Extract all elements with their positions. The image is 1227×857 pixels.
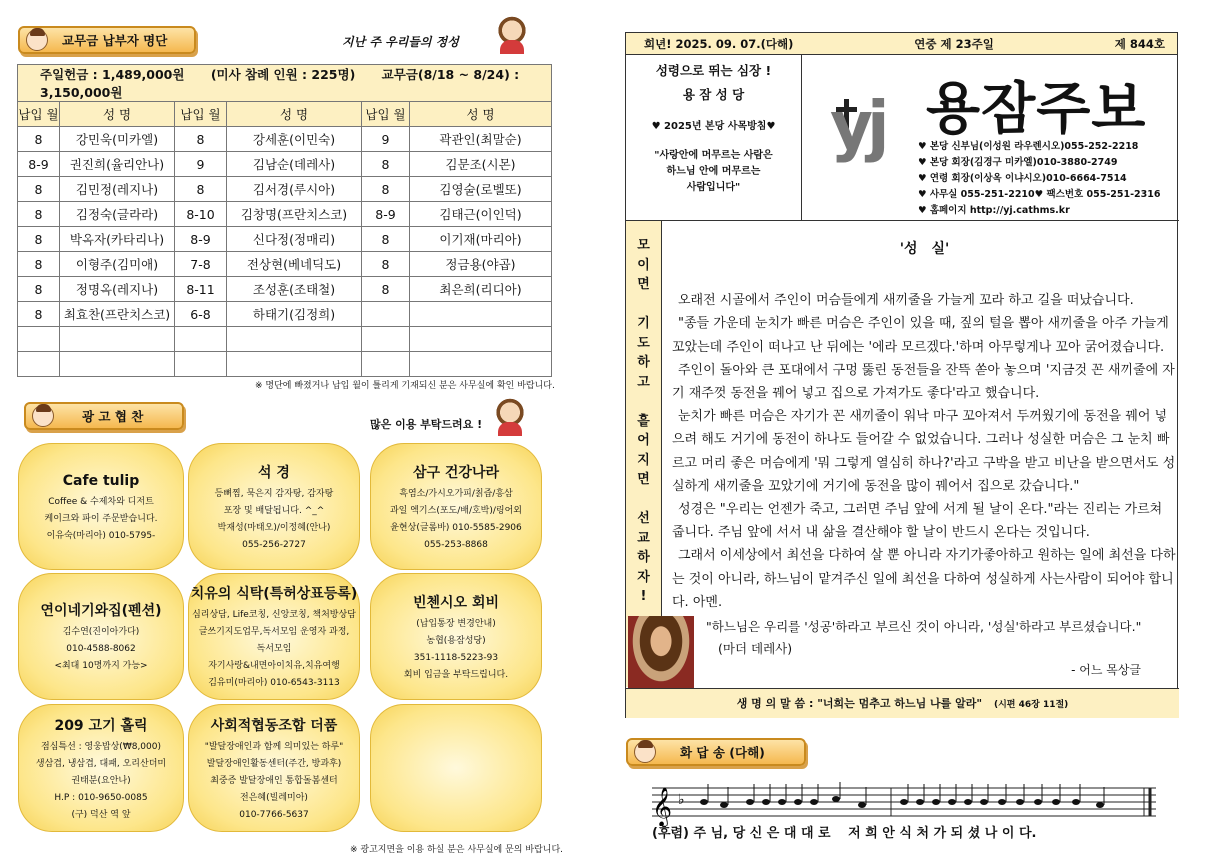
ad-line: 심리상담, Life코칭, 신앙코칭, 책처방상담 [192, 610, 356, 620]
donor-month: 8 [175, 127, 227, 152]
final-quote-source: (마더 데레사) [718, 641, 793, 656]
note-head [998, 799, 1006, 805]
donor-month: 9 [362, 127, 410, 152]
side-char: ! [640, 589, 647, 604]
donor-name: 이형주(김미애) [60, 252, 175, 277]
note-head [1096, 802, 1104, 808]
ads-title-badge [24, 402, 184, 430]
motto-quote-2: 하느님 안에 머무르는 [666, 166, 761, 177]
ad-line: 발달장애인활동센터(주간, 방과후) [206, 758, 342, 769]
contact-line: ♥ 연령 회장(이상옥 이냐시오)010-6664-7514 [918, 173, 1127, 184]
ad-line: 자기사랑&내면아이치유,치유여행 [208, 661, 340, 671]
donor-month [175, 352, 227, 377]
attendance: (미사 참례 인원 : 225명) [210, 67, 356, 82]
word-of-life-text: 생 명 의 말 씀 : "너희는 멈추고 하느님 나를 알라" [736, 697, 983, 710]
issue-header [626, 33, 1177, 55]
donor-name [60, 352, 175, 377]
note-head [1034, 799, 1042, 805]
side-char: 선 [637, 511, 650, 526]
donor-name [227, 352, 362, 377]
note-head [700, 799, 708, 805]
ad-line: 윤현상(글롬바) 010-5585-2906 [390, 522, 522, 533]
col-name: 성 명 [227, 102, 362, 127]
table-row [18, 327, 552, 352]
donor-name: 김태근(이인덕) [410, 202, 552, 227]
table-row [18, 202, 552, 227]
col-name: 성 명 [60, 102, 175, 127]
ad-line: 최중증 발달장애인 통합돌봄센터 [210, 775, 338, 786]
donor-name: 강민욱(미카엘) [60, 127, 175, 152]
music-staff [652, 782, 1162, 826]
donor-name: 김남순(데레사) [227, 152, 362, 177]
ad-line: 생삼겹, 냉삼겹, 대패, 오리산더미 [35, 758, 167, 769]
ad-title: 석 경 [258, 464, 290, 481]
child-face-icon [32, 405, 54, 427]
donor-month: 8-9 [362, 202, 410, 227]
ad-title: 치유의 식탁(특허상표등록) [190, 586, 358, 602]
ad-title: Cafe tulip [62, 473, 140, 489]
side-char: 모 [637, 238, 650, 253]
ad-card [188, 704, 360, 832]
donor-name: 정금용(야곱) [410, 252, 552, 277]
table-row [18, 252, 552, 277]
table-row [18, 277, 552, 302]
ad-line: "발달장애인과 함께 의미있는 하루" [204, 741, 344, 752]
article-paragraph: 오래전 시골에서 주인이 머슴들에게 새끼줄을 가늘게 꼬라 하고 길을 떠났습니다. [678, 293, 1134, 309]
table-row [18, 177, 552, 202]
jesus-cartoon-icon [494, 16, 530, 52]
side-char: 이 [637, 257, 650, 273]
ads-title: 광 고 협 찬 [82, 409, 144, 424]
contact-line: ♥ 홈페이지 http://yj.cathms.kr [918, 205, 1070, 216]
donor-name: 최효찬(프란치스코) [60, 302, 175, 327]
donor-name: 최은희(리디아) [410, 277, 552, 302]
liturgical-week: 연중 제 23주일 [914, 36, 994, 51]
child-face-icon [26, 29, 48, 51]
side-char: 어 [637, 433, 650, 448]
col-month: 납입 월 [362, 102, 410, 127]
donor-month: 6-8 [175, 302, 227, 327]
ad-line: 흑염소/가시오가피/칡즙/흥삼 [399, 488, 513, 499]
donor-month: 8 [362, 277, 410, 302]
donor-month: 8 [18, 127, 60, 152]
donor-month: 7-8 [175, 252, 227, 277]
donor-name: 전상현(베네딕도) [227, 252, 362, 277]
article-title: '성 실' [899, 241, 950, 257]
ad-card [370, 573, 542, 700]
article-body [672, 289, 1177, 614]
issue-number: 제 844호 [1114, 36, 1165, 51]
donor-month [362, 327, 410, 352]
donor-note: ※ 명단에 빠졌거나 납입 월이 틀리게 기재되신 분은 사무실에 확인 바랍니다. [255, 381, 555, 391]
final-quote: "하느님은 우리를 '성공'하라고 부르신 것이 아니라, '성실'하라고 부르셨습니다." [706, 619, 1142, 634]
ad-card [18, 704, 184, 832]
note-head [832, 796, 840, 802]
side-char: 면 [637, 277, 650, 292]
ad-line: 김유미(마리아) 010-6543-3113 [208, 678, 340, 688]
donor-name: 박옥자(카타리나) [60, 227, 175, 252]
ad-line: 독서모임 [256, 644, 292, 654]
donor-table [17, 64, 552, 377]
masthead [802, 55, 1179, 221]
donor-month: 8 [18, 277, 60, 302]
ad-line: H.P : 010-9650-0085 [54, 792, 148, 803]
ad-line: 010-7766-5637 [239, 809, 309, 820]
donor-name [410, 302, 552, 327]
ad-card [370, 704, 542, 832]
table-row [18, 152, 552, 177]
donor-month: 8 [362, 177, 410, 202]
offering-title: 지난 주 우리들의 정성 [342, 35, 459, 49]
donor-name: 하태기(김정희) [227, 302, 362, 327]
ad-line: 포장 및 배달됩니다. ^_^ [223, 505, 325, 516]
donor-month: 8 [362, 152, 410, 177]
side-char: 흩 [637, 413, 650, 429]
pastoral-policy: ♥ 2025년 본당 사목방침♥ [651, 121, 776, 132]
note-head [900, 799, 908, 805]
donor-name: 김정숙(글라라) [60, 202, 175, 227]
word-of-life-ref: (시편 46장 11절) [993, 700, 1069, 710]
side-char: 도 [637, 335, 650, 351]
side-char [626, 392, 661, 412]
ad-line: 전은혜(빌레미아) [240, 792, 308, 803]
donor-name [410, 352, 552, 377]
ad-title: 삼구 건강나라 [412, 464, 500, 481]
side-char: 교 [637, 530, 650, 546]
donor-month: 8 [18, 252, 60, 277]
note-head [1072, 799, 1080, 805]
donor-name: 김민정(레지나) [60, 177, 175, 202]
note-head [720, 802, 728, 808]
donors-title-badge [18, 26, 196, 54]
song-title: 화 답 송 (다해) [680, 745, 765, 760]
note-head [948, 799, 956, 805]
donor-month: 8 [175, 177, 227, 202]
logo-letters: yj [830, 87, 884, 164]
note-head [794, 799, 802, 805]
note-head [964, 799, 972, 805]
note-head [762, 799, 770, 805]
bulletin-front [625, 32, 1178, 718]
ad-title: 사회적협동조합 더품 [210, 717, 338, 734]
word-of-life [626, 688, 1179, 718]
donor-name: 김서경(루시아) [227, 177, 362, 202]
donor-month [175, 327, 227, 352]
donor-month: 8 [18, 202, 60, 227]
donor-month: 8 [362, 252, 410, 277]
side-char [626, 490, 661, 510]
note-head [932, 799, 940, 805]
donor-name: 김영술(로벨또) [410, 177, 552, 202]
note-head [916, 799, 924, 805]
col-name: 성 명 [410, 102, 552, 127]
paper-title: 용잠주보 [926, 77, 1147, 142]
note-head [1016, 799, 1024, 805]
ad-line: 농협(용잠성당) [426, 635, 486, 646]
donor-name [410, 327, 552, 352]
donor-name [60, 327, 175, 352]
signature: - 어느 목상글 [1071, 663, 1141, 677]
contact-line: ♥ 사무실 055-251-2210♥ 팩스번호 055-251-2316 [918, 189, 1161, 200]
donor-month [18, 352, 60, 377]
collection-total: 주일헌금 : 1,489,000원 [40, 67, 185, 82]
issue-date: 희년! 2025. 09. 07.(다해) [644, 36, 794, 51]
ads-slogan: 많은 이용 부탁드려요 ! [370, 418, 483, 431]
side-char: 기 [637, 316, 650, 331]
side-char: 하 [637, 550, 650, 565]
col-month: 납입 월 [18, 102, 60, 127]
lyrics-lead: (후렴) [652, 826, 689, 841]
article [672, 228, 1177, 614]
note-head [778, 799, 786, 805]
donor-name: 김창명(프란치스코) [227, 202, 362, 227]
ad-line: 김수연(진이아가다) [62, 627, 140, 637]
ad-line: 권태분(요안나) [71, 775, 131, 786]
article-paragraph: 그래서 이세상에서 최선을 다하여 살 뿐 아니라 자기가좋아하고 원하는 일에 최선을 다하는 것이 아니라, 하느님이 맡겨주신 일에 최선을 다하여 성실하게 사는사람이 되어야 합니다. 아멘. [672, 548, 1176, 610]
ad-title: 209 고기 홀릭 [54, 717, 148, 734]
ad-card [18, 573, 184, 700]
lyrics: 주 님, 당 신 은 대 대 로 저 희 안 식 처 가 되 셨 나 이 다. [693, 826, 1037, 841]
ad-line: 이유숙(마리아) 010-5795- [46, 531, 156, 541]
parish-logo [822, 87, 902, 173]
donor-name: 곽관인(최말순) [410, 127, 552, 152]
ad-line: 케이크와 파이 주문받습니다. [44, 514, 158, 524]
ad-line: 박재성(마태오)/이정혜(안나) [217, 522, 331, 533]
motto-quote-3: 사람입니다" [686, 182, 741, 193]
donor-name: 강세훈(이민숙) [227, 127, 362, 152]
donor-month [18, 327, 60, 352]
donor-month: 8 [18, 227, 60, 252]
ad-card [18, 443, 184, 570]
jesus-cartoon-icon [492, 398, 528, 434]
ad-line: (납입통장 변경안내) [416, 618, 496, 629]
ad-line: Coffee & 수제차와 디저트 [48, 497, 154, 507]
ads-note: ※ 광고지면을 이용 하실 분은 사무실에 문의 바랍니다. [350, 845, 564, 855]
donor-month [362, 302, 410, 327]
donor-name [227, 327, 362, 352]
note-head [810, 799, 818, 805]
summary-row [18, 65, 552, 102]
donor-name: 김문조(시몬) [410, 152, 552, 177]
donor-month: 8 [18, 302, 60, 327]
ad-line: <최대 10명까지 가능> [54, 661, 148, 671]
ad-line: 점심특선 : 영웅밥상(₩8,000) [41, 741, 161, 752]
ad-line: 055-253-8868 [424, 539, 488, 550]
donor-month: 8-10 [175, 202, 227, 227]
dues-total: 교무금(8/18 ~ 8/24) : 3,150,000원 [40, 67, 520, 100]
slogan: 성령으로 뛰는 심장 ! [655, 63, 772, 78]
ad-line: 과일 엑기스(포도/배/호박)/링어외 [389, 505, 522, 516]
table-row [18, 127, 552, 152]
donor-month: 8-11 [175, 277, 227, 302]
donor-name: 신다정(정매리) [227, 227, 362, 252]
table-row [18, 227, 552, 252]
side-char: 고 [637, 374, 650, 390]
side-char: 지 [637, 452, 650, 468]
note-head [980, 799, 988, 805]
article-paragraph: 눈치가 빠른 머슴은 자기가 꼰 새끼줄이 워낙 마구 꼬아져서 두꺼웠기에 동전을 꿰어 넣으려 해도 거기에 동전이 하나도 들어갈 수 없었습니다. 그러나 성실한 머슴은 그 눈치 빠르고 머리 좋은 머슴에게 '뭐 그렇게 열심히 하나?'라고 구박을 받고 비난을 받으면서도 성실하게 새끼줄을 꼬았기에 거기에 동전을 많이 꿰어서 집으로 갔습니다." [672, 409, 1176, 494]
ad-line: 글쓰기지도업무,독서모임 운영자 과정, [198, 627, 350, 637]
ad-title: 연이네기와집(펜션) [40, 603, 162, 619]
table-row [18, 302, 552, 327]
ad-card [188, 443, 360, 570]
flat-sign-icon: ♭ [678, 792, 685, 808]
article-paragraph: 성경은 "우리는 언젠가 죽고, 그러면 주님 앞에 서게 될 날이 온다."라는 진리는 가르쳐 줍니다. 주님 앞에 서서 내 삶을 결산해야 할 날이 반드시 온다는 것입니다. [672, 502, 1163, 541]
note-head [858, 802, 866, 808]
side-char: 면 [637, 472, 650, 487]
ad-line: 055-256-2727 [242, 539, 306, 550]
donor-name: 조성훈(조태철) [227, 277, 362, 302]
donor-name: 이기재(마리아) [410, 227, 552, 252]
ad-card [188, 573, 360, 700]
col-month: 납입 월 [175, 102, 227, 127]
ad-line: (구) 덕산 역 앞 [71, 809, 131, 820]
donor-month: 8 [362, 227, 410, 252]
header-row [18, 102, 552, 127]
ad-line: 회비 입금을 부탁드립니다. [403, 669, 509, 680]
ad-card [370, 443, 542, 570]
donor-month [362, 352, 410, 377]
donors-title: 교무금 납부자 명단 [62, 33, 168, 48]
article-paragraph: 주인이 돌아와 큰 포대에서 구멍 뚫린 동전들을 잔뜩 쏟아 놓으며 '지금것 꼰 새끼줄에 자기 재주껏 동전을 꿰어 넣고 집으로 가져가도 좋다'라고 했습니다. [672, 362, 1175, 402]
treble-clef-icon: 𝄞 [652, 787, 673, 826]
motto-quote-1: "사랑안에 머무르는 사람은 [654, 150, 773, 161]
lyrics-row [652, 822, 1036, 841]
ad-line: 등뼈찜, 묵은지 감자탕, 감자탕 [214, 488, 334, 499]
contact-line: ♥ 본당 신부님(이성원 라우렌시오)055-252-2218 [918, 141, 1139, 152]
ad-title: 빈첸시오 회비 [412, 594, 500, 611]
side-char [626, 295, 661, 315]
child-face-icon [634, 741, 656, 763]
note-head [1052, 799, 1060, 805]
donor-month: 8-9 [175, 227, 227, 252]
donor-month: 8-9 [18, 152, 60, 177]
note-head [746, 799, 754, 805]
contact-line: ♥ 본당 회장(김경구 미카엘)010-3880-2749 [918, 157, 1118, 168]
table-row [18, 352, 552, 377]
contact-list [918, 139, 1160, 219]
song-title-badge [626, 738, 806, 766]
donor-name: 정명옥(레지나) [60, 277, 175, 302]
donor-name: 권진희(율리안나) [60, 152, 175, 177]
article-paragraph: "종들 가운데 눈치가 빠른 머슴은 주인이 있을 때, 짚의 털을 뽑아 새끼줄을 아주 가늘게 꼬았는데 주인이 떠나고 난 뒤에는 '에라 모르겠다.'하며 아무렇게나 꼬아 굵어졌습니다. [672, 316, 1169, 355]
ad-line: 351-1118-5223-93 [413, 652, 499, 663]
jesus-portrait [628, 616, 694, 688]
parish-name: 용 잠 성 당 [682, 87, 745, 102]
donor-month: 8 [18, 177, 60, 202]
parish-motto-box [626, 55, 802, 221]
side-char: 하 [637, 355, 650, 370]
donor-month: 9 [175, 152, 227, 177]
side-char: 자 [637, 569, 650, 585]
ad-line: 010-4588-8062 [66, 644, 136, 654]
